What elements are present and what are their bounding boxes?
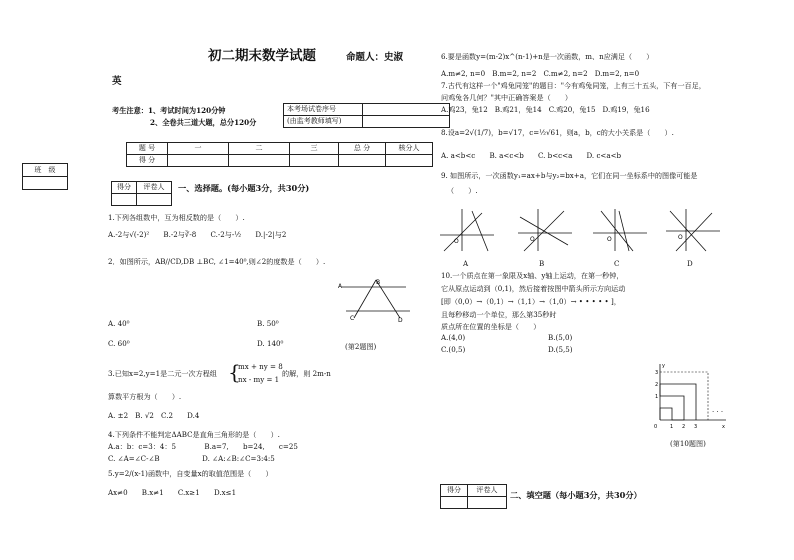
question-4-options-2: C. ∠A=∠C-∠B D. ∠A:∠B:∠C=3:4:5 <box>108 454 275 463</box>
question-2-option-b: B. 50⁰ <box>257 319 279 328</box>
question-10-option-b: B.(5,0) <box>548 333 573 342</box>
section1-score-label: 得分 <box>112 182 137 194</box>
question-5-options: Ax≠0 B.x≠1 C.x≥1 D.x≤1 <box>108 488 237 497</box>
question-7-line2: 问鸡兔各几何？"其中正确答案是（ ） <box>441 93 572 102</box>
score-cell[interactable] <box>290 155 339 167</box>
question-3-line2: 算数平方根为（ ）. <box>108 392 182 401</box>
svg-text:3: 3 <box>655 370 659 376</box>
question-9-graph-d <box>662 207 722 253</box>
author-tail: 英 <box>112 76 122 87</box>
svg-text:2: 2 <box>682 424 686 430</box>
question-9-label-c: C <box>614 259 620 268</box>
svg-text:O: O <box>454 238 459 245</box>
question-9-graph-a <box>436 207 496 253</box>
score-header-checker: 核分人 <box>386 143 433 155</box>
score-cell[interactable] <box>386 155 433 167</box>
question-8: 8.设a=2√(1/7)，b=√17，c=½√61，则a，b，c的大小关系是（ ）. <box>441 128 674 137</box>
question-10-option-a: A.(4,0) <box>441 333 466 342</box>
note-line-1: 考生注意：1、考试时间为120分钟 <box>112 106 226 115</box>
seat-label-1: 本考场试卷序号 <box>284 104 363 116</box>
svg-text:0: 0 <box>654 424 658 430</box>
svg-text:B: B <box>376 279 381 286</box>
section2-grader-cell[interactable] <box>468 497 507 509</box>
svg-text:D: D <box>398 317 403 324</box>
question-2-figure <box>336 278 416 324</box>
class-label: 班 级 <box>23 164 68 177</box>
question-4: 4.下列条件不能判定ΔABC是直角三角形的是（ ）. <box>108 430 280 439</box>
question-2-option-d: D. 140⁰ <box>257 339 284 348</box>
svg-text:C: C <box>350 315 355 322</box>
question-3-options: A. ±2 B. √2 C.2 D.4 <box>108 411 200 420</box>
svg-text:O: O <box>607 236 612 243</box>
question-3-brace: { <box>228 360 241 384</box>
question-10-line2: 它从原点运动到（0,1)，然后接着按图中箭头所示方向运动 <box>441 284 626 293</box>
question-10-figure <box>650 362 730 432</box>
question-9-label-a: A <box>463 259 469 268</box>
question-2-option-c: C. 60⁰ <box>108 339 130 348</box>
svg-text:1: 1 <box>655 394 659 400</box>
section2-score-label: 得分 <box>441 485 468 497</box>
question-10-line3: [即（0,0）→（0,1）→（1,1）→（1,0）→ • • • • • ]， <box>441 297 621 306</box>
question-9-line2: （ ）. <box>447 186 478 195</box>
score-header-3: 三 <box>290 143 339 155</box>
section1-title: 一、选择题。(每小题3分，共30分) <box>178 183 310 193</box>
question-3-eq1: mx + ny = 8 <box>238 362 283 371</box>
question-9-graph-b <box>514 207 574 253</box>
question-5: 5.y=2/(x-1)函数中，自变量x的取值范围是（ ） <box>108 469 273 478</box>
section2-title: 二、填空题（每小题3分，共30分） <box>510 490 642 500</box>
seat-value-cell-2[interactable] <box>363 116 450 128</box>
score-cell[interactable] <box>339 155 386 167</box>
seat-label-2: (由监考教师填写) <box>284 116 363 128</box>
score-cell[interactable] <box>229 155 290 167</box>
score-cell[interactable] <box>168 155 229 167</box>
score-row-label: 得 分 <box>127 155 168 167</box>
svg-text:1: 1 <box>670 424 674 430</box>
section2-score-cell[interactable] <box>441 497 468 509</box>
svg-text:2: 2 <box>655 382 659 388</box>
svg-text:A: A <box>338 283 343 290</box>
score-header-total: 总 分 <box>339 143 386 155</box>
question-2-caption: (第2题图) <box>345 342 377 351</box>
page-title: 初二期末数学试题 <box>208 48 316 64</box>
score-header-no: 题 号 <box>127 143 168 155</box>
section2-grader-label: 评卷人 <box>468 485 507 497</box>
author-label: 命题人：史淑 <box>346 52 404 63</box>
score-header-2: 二 <box>229 143 290 155</box>
svg-text:· · ·: · · · <box>712 408 724 416</box>
question-10-option-c: C.(0,5) <box>441 345 466 354</box>
question-9-graph-c <box>589 207 649 253</box>
question-6: 6.要是函数y=(m-2)x^(n-1)+n是一次函数，m、n应满足（ ） <box>441 52 654 61</box>
question-7: 7.古代有这样一个"鸡兔同笼"的题目："今有鸡兔同笼，上有三十五头，下有一百足， <box>441 81 706 90</box>
svg-text:O: O <box>678 234 683 241</box>
score-header-1: 一 <box>168 143 229 155</box>
section1-grader-cell[interactable] <box>137 194 172 206</box>
question-4-options-1: A.a：b：c=3：4：5 B.a=7, b=24, c=25 <box>108 442 298 451</box>
question-6-options: A.m≠2, n=0 B.m=2, n=2 C.m≠2, n=2 D.m=2, n=0 <box>441 69 640 78</box>
class-value-cell[interactable] <box>23 177 68 190</box>
svg-text:y: y <box>662 363 665 369</box>
section1-grader-box <box>111 181 172 206</box>
note-line-2: 2、全卷共三道大题，总分120分 <box>150 118 257 127</box>
section2-grader-box <box>440 484 507 509</box>
question-2-option-a: A. 40⁰ <box>108 319 130 328</box>
svg-text:O: O <box>530 236 535 243</box>
question-10: 10.一个质点在第一象限及x轴、y轴上运动，在第一秒钟， <box>441 271 624 280</box>
score-table <box>126 142 433 167</box>
question-9-label-b: B <box>539 259 545 268</box>
question-10-line4: 且每秒移动一个单位，那么第35秒时 <box>441 310 557 319</box>
question-3-post: 的解，则 2m-n <box>282 369 331 378</box>
svg-text:x: x <box>722 424 725 430</box>
section1-grader-label: 评卷人 <box>137 182 172 194</box>
seat-number-table <box>283 103 450 128</box>
question-8-options: A. a<b<c B. a<c<b C. b<c<a D. c<a<b <box>441 151 622 160</box>
question-10-caption: (第10题图) <box>670 439 706 448</box>
question-9: 9. 如图所示，一次函数y₁=ax+b与y₂=bx+a，它们在同一坐标系中的图像可能是 <box>441 171 698 180</box>
section1-score-cell[interactable] <box>112 194 137 206</box>
question-9-label-d: D <box>687 259 693 268</box>
question-7-options: A.鸡23，兔12 B.鸡21，兔14 C.鸡20，兔15 D.鸡19，兔16 <box>441 105 650 114</box>
question-10-option-d: D.(5,5) <box>548 345 573 354</box>
question-3: 3.已知x=2,y=1是二元一次方程组 <box>108 369 217 378</box>
svg-text:3: 3 <box>694 424 698 430</box>
seat-value-cell[interactable] <box>363 104 450 116</box>
question-2: 2．如图所示，AB//CD,DB ⊥BC, ∠1=40⁰,则∠2的度数是（ ）. <box>108 257 326 266</box>
question-1-options: A.-2与√(-2)² B.-2与∛-8 C.-2与-½ D.|-2|与2 <box>108 230 287 239</box>
question-10-line5: 质点所在位置的坐标是（ ） <box>441 322 541 331</box>
question-3-eq2: nx - my = 1 <box>238 375 280 384</box>
question-1: 1.下列各组数中，互为相反数的是（ ）. <box>108 213 245 222</box>
class-box <box>22 163 68 190</box>
